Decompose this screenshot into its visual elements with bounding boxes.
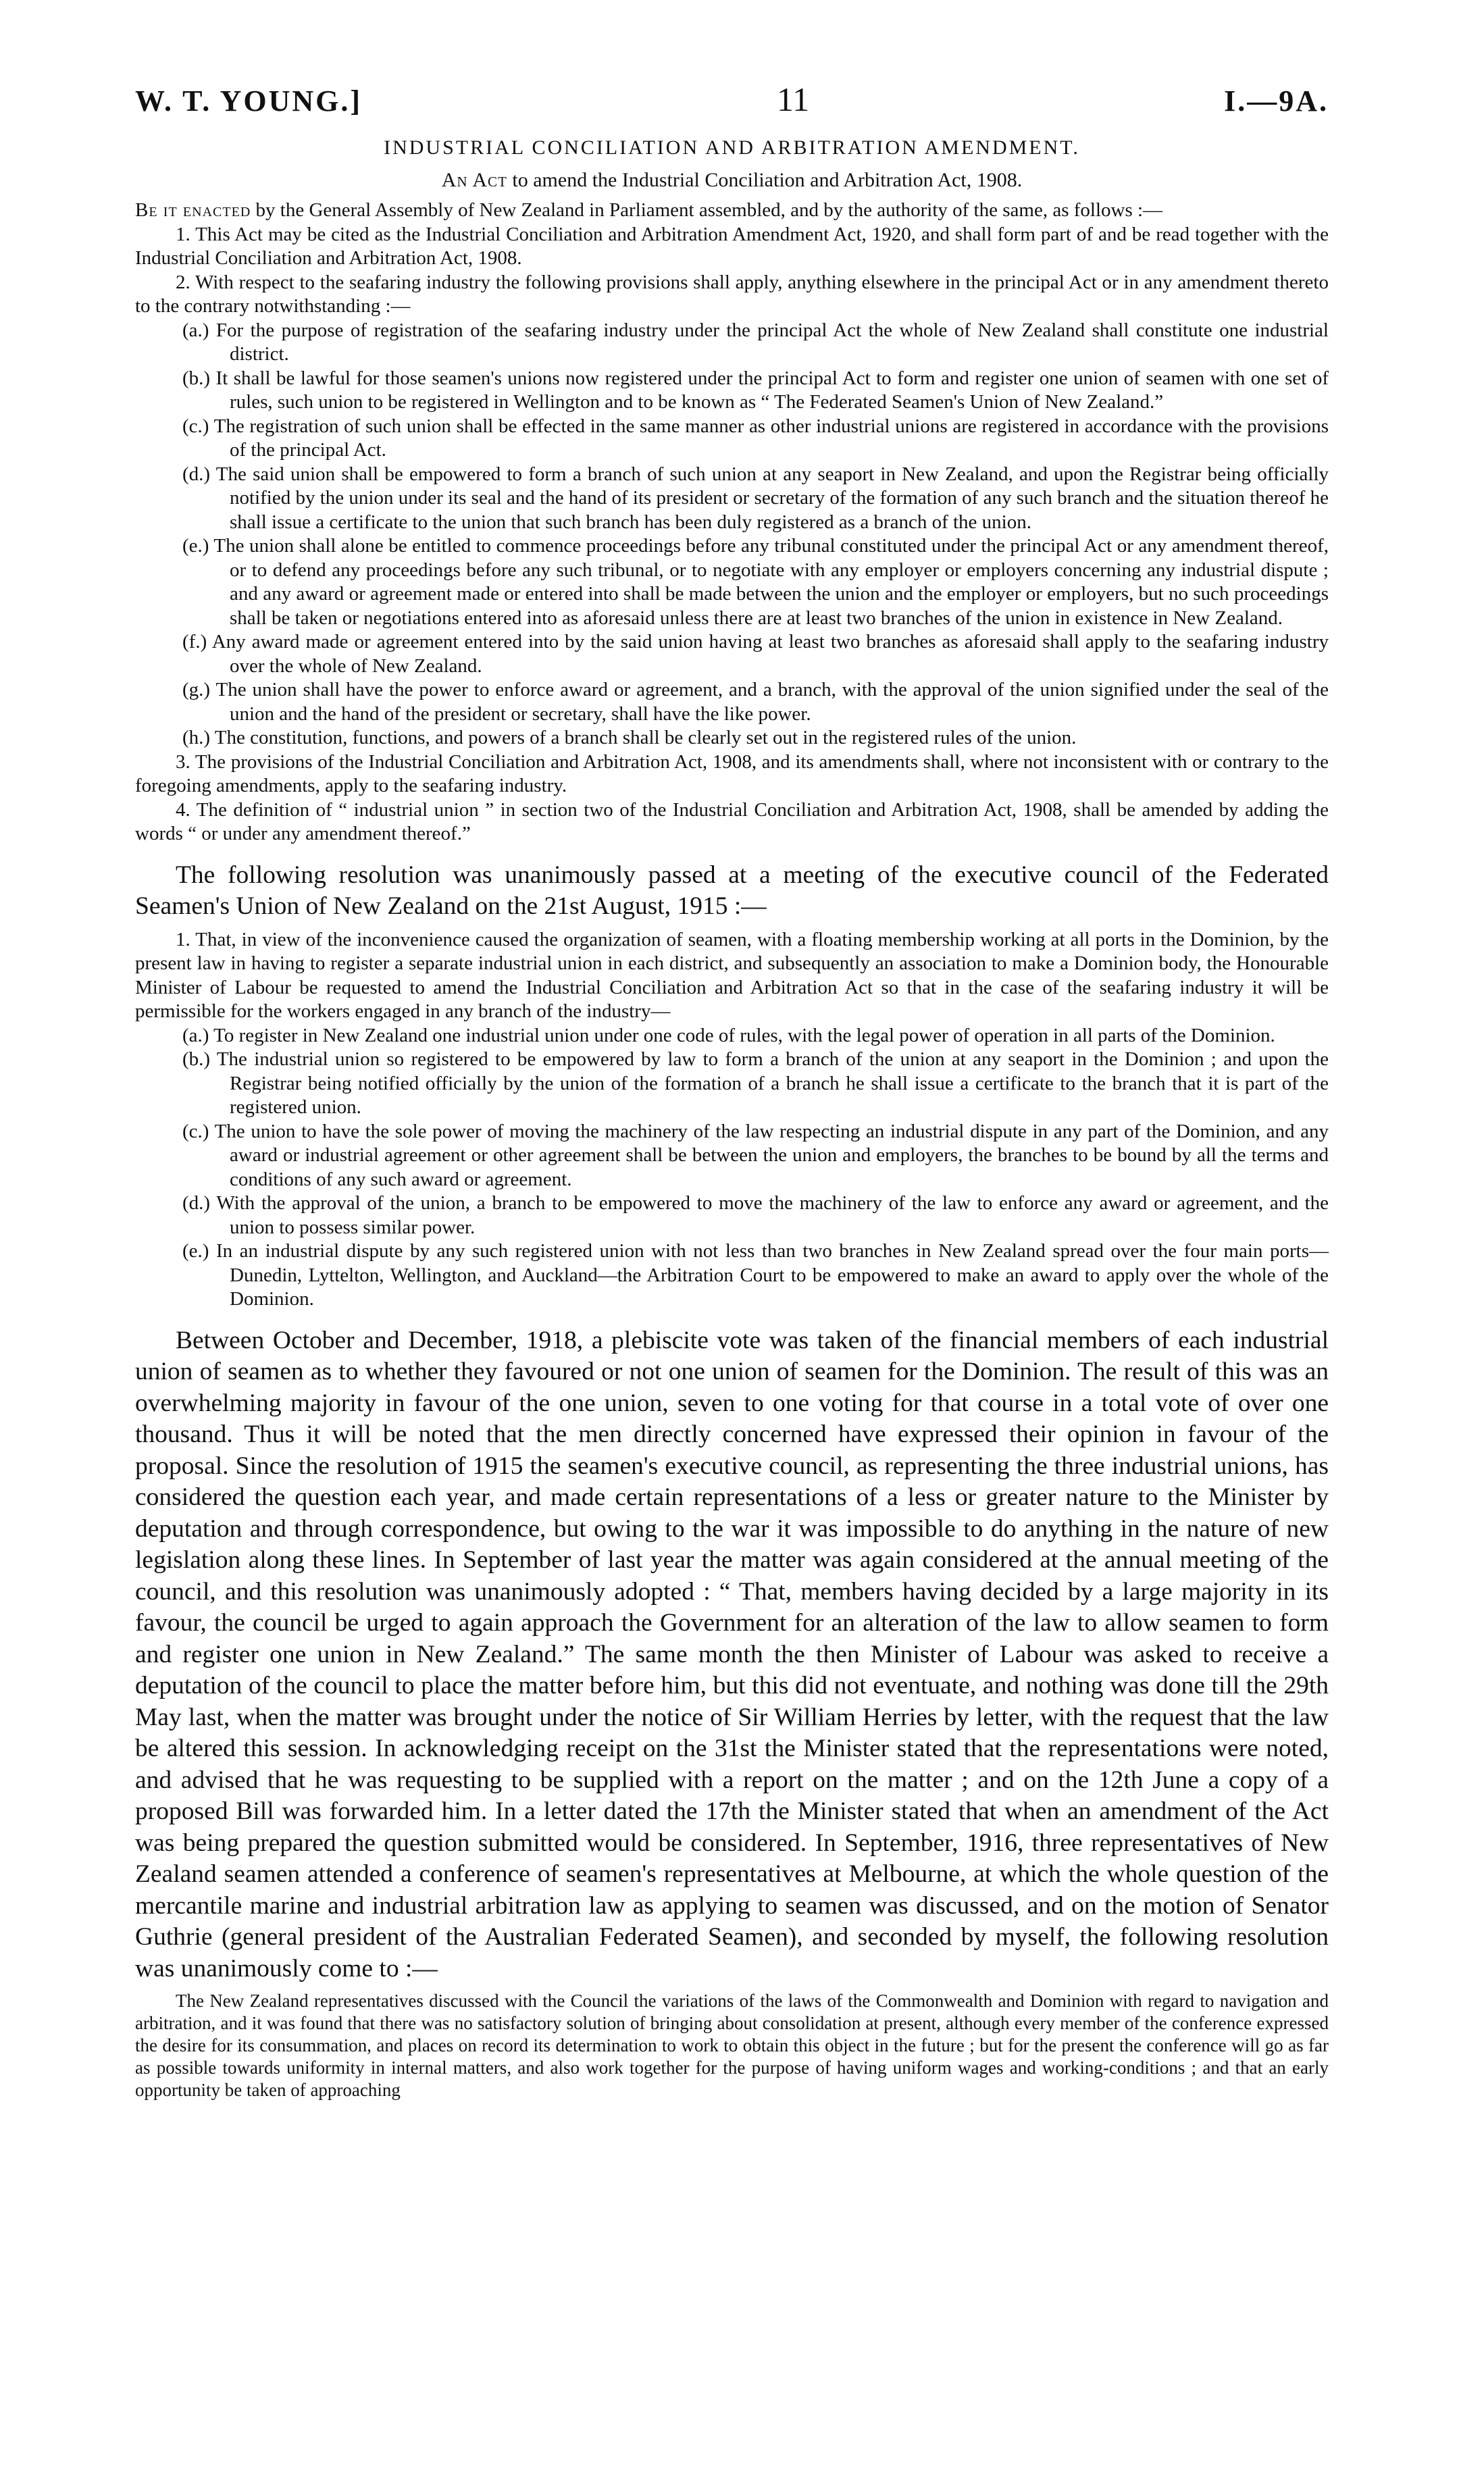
act-long-title-rest: to amend the Industrial Conciliation and Arbitration Act, 1908. xyxy=(507,169,1023,191)
section-2-clause-f: (f.) Any award made or agreement entered into by the said union having at least two branches as aforesaid shall apply to the seafaring industry over the whole of New Zealand. xyxy=(182,631,1329,677)
document-title: INDUSTRIAL CONCILIATION AND ARBITRATION AMENDMENT. xyxy=(384,136,1080,159)
section-2-clause-d: (d.) The said union shall be empowered to form a branch of such union at any seaport in New Zealand, and upon the Registrar being officially notified by the union under its seal and the hand of its president or secretary of the formation of any such branch and the situation thereof he shall issue a certificate to the union that such branch has been duly registered as a branch of the union. xyxy=(182,463,1329,533)
paper-number: I.—9A. xyxy=(1224,84,1329,118)
narrative-block xyxy=(135,1325,1329,1985)
section-2-clause-g: (g.) The union shall have the power to enforce award or agreement, and a branch, with the approval of the union signified under the seal of the union and the hand of the president or secretary, shall have the like power. xyxy=(182,679,1329,725)
narrative-paragraph: Between October and December, 1918, a plebiscite vote was taken of the financial members of each industrial union of seamen as to whether they favoured or not one union of seamen for the Dominion. The result of this was an overwhelming majority in favour of the one union, seven to one voting for that course in a total vote of over one thousand. Thus it will be noted that the men directly concerned have expressed their opinion in favour of the proposal. Since the resolution of 1915 the seamen's executive council, as representing the three industrial unions, has considered the question each year, and made certain representations of a less or greater nature to the Minister by deputation and through correspondence, but owing to the war it was impossible to do anything in the nature of new legislation along these lines. In September of last year the matter was again considered at the annual meeting of the council, and this resolution was unanimously adopted : “ That, members having decided by a large majority in its favour, the council be urged to again approach the Government for an alteration of the law to allow seamen to form and register one union in New Zealand.” The same month the then Minister of Labour was asked to receive a deputation of the council to place the matter before him, but this did not eventuate, and nothing was done till the 29th May last, when the matter was brought under the notice of Sir William Herries by letter, with the request that the law be altered this session. In acknowledging receipt on the 31st the Minister stated that the representations were noted, and advised that he was requesting to be supplied with a report on the matter ; and on the 12th June a copy of a proposed Bill was forwarded him. In a letter dated the 17th the Minister stated that when an amendment of the Act was being prepared the question submitted would be considered. In September, 1916, three representatives of New Zealand seamen attended a conference of seamen's representatives at Melbourne, at which the whole question of the mercantile marine and industrial arbitration law as applying to seamen was discussed, and on the motion of Senator Guthrie (general president of the Australian Federated Seamen), and seconded by myself, the following resolution was unanimously come to :— xyxy=(135,1326,1329,1983)
resolution-clause-d: (d.) With the approval of the union, a branch to be empowered to move the machinery of the law to enforce any award or agreement, and the union to possess similar power. xyxy=(182,1192,1329,1238)
act-long-title-caps: An Act xyxy=(441,169,507,191)
act-body xyxy=(135,199,1329,846)
resolution-intro: The following resolution was unanimously passed at a meeting of the executive council of the Federated Seamen's Union of New Zealand on the 21st August, 1915 :— xyxy=(135,861,1329,920)
melbourne-resolution-quote xyxy=(135,1990,1329,2101)
section-2-clause-b: (b.) It shall be lawful for those seamen's unions now registered under the principal Act to form and register one union of seamen with one set of rules, such union to be registered in Wellington and to be known as “ The Federated Seamen's Union of New Zealand.” xyxy=(182,367,1329,413)
resolution-body xyxy=(135,928,1329,1312)
section-1: 1. This Act may be cited as the Industrial Conciliation and Arbitration Amendment Act, 1920, and shall form part of and be read together with the Industrial Conciliation and Arbitration Act, 1908. xyxy=(135,223,1329,269)
header-author: W. T. YOUNG.] xyxy=(135,84,363,118)
resolution-clause-c: (c.) The union to have the sole power of moving the machinery of the law respecting an industrial dispute in any part of the Dominion, and any award or industrial agreement or other agreement shall be between the union and employers, the branches to be bound by all the terms and conditions of any such award or agreement. xyxy=(182,1120,1329,1190)
resolution-clause-a: (a.) To register in New Zealand one industrial union under one code of rules, with the legal power of operation in all parts of the Dominion. xyxy=(182,1024,1275,1046)
act-long-title xyxy=(135,169,1329,192)
enacting-caps: Be it enacted xyxy=(135,199,251,221)
section-3: 3. The provisions of the Industrial Conciliation and Arbitration Act, 1908, and its amendments shall, where not inconsistent with or contrary to the foregoing amendments, apply to the seafaring industry. xyxy=(135,750,1329,796)
resolution-paragraph-1: 1. That, in view of the inconvenience caused the organization of seamen, with a floating membership working at all ports in the Dominion, by the present law in having to register a separate industrial union in each district, and subsequently an association to make a Dominion body, the Honourable Minister of Labour be requested to amend the Industrial Conciliation and Arbitration Act so that in the case of the seafaring industry it will be permissible for the workers engaged in any branch of the industry— xyxy=(135,928,1329,1022)
resolution-intro-block xyxy=(135,860,1329,923)
section-2-clause-c: (c.) The registration of such union shall be effected in the same manner as other industrial unions are registered in accordance with the provisions of the principal Act. xyxy=(182,415,1329,461)
section-2-clause-h: (h.) The constitution, functions, and powers of a branch shall be clearly set out in the registered rules of the union. xyxy=(182,727,1077,748)
resolution-clause-b: (b.) The industrial union so registered to be empowered by law to form a branch of the union at any seaport in the Dominion ; and upon the Registrar being notified officially by the union of the formation of a branch he shall issue a certificate to the branch that it is part of the registered union. xyxy=(182,1048,1329,1118)
quote-paragraph: The New Zealand representatives discussed with the Council the variations of the laws of the Commonwealth and Dominion with regard to navigation and arbitration, and it was found that there was no satisfactory solution of bringing about consolidation at present, although every member of the conference expressed the desire for its consummation, and places on record its determination to work to obtain this object in the future ; but for the present the conference will go as far as possible towards uniformity in internal matters, and also work together for the purpose of having uniform wages and working-conditions ; and that an early opportunity be taken of approaching xyxy=(135,1991,1329,2100)
section-2: 2. With respect to the seafaring industry the following provisions shall apply, anything elsewhere in the principal Act or in any amendment thereto to the contrary notwithstanding :— xyxy=(135,271,1329,317)
section-4: 4. The definition of “ industrial union ” in section two of the Industrial Conciliation and Arbitration Act, 1908, shall be amended by adding the words “ or under any amendment thereof.” xyxy=(135,798,1329,844)
page-number: 11 xyxy=(776,80,810,118)
section-2-clause-e: (e.) The union shall alone be entitled to commence proceedings before any tribunal constituted under the principal Act or any amendment thereof, or to defend any proceedings before any such tribunal, or to negotiate with any employer or employers concerning any industrial dispute ; and any award or agreement made or entered into shall be made between the union and the employer or employers, but no such proceedings shall be taken or negotiations entered into as aforesaid unless there are at least two branches of the union in existence in New Zealand. xyxy=(182,535,1329,629)
section-2-clause-a: (a.) For the purpose of registration of the seafaring industry under the principal Act the whole of New Zealand shall constitute one industrial district. xyxy=(182,319,1329,365)
resolution-clause-e: (e.) In an industrial dispute by any such registered union with not less than two branches in New Zealand spread over the four main ports—Dunedin, Lyttelton, Wellington, and Auckland—the Arbitration Court to be empowered to make an award to apply over the whole of the Dominion. xyxy=(182,1240,1329,1310)
running-header xyxy=(135,80,1329,119)
enacting-formula xyxy=(135,199,1329,223)
enacting-rest: by the General Assembly of New Zealand in Parliament assembled, and by the authority of the same, as follows :— xyxy=(251,199,1163,221)
